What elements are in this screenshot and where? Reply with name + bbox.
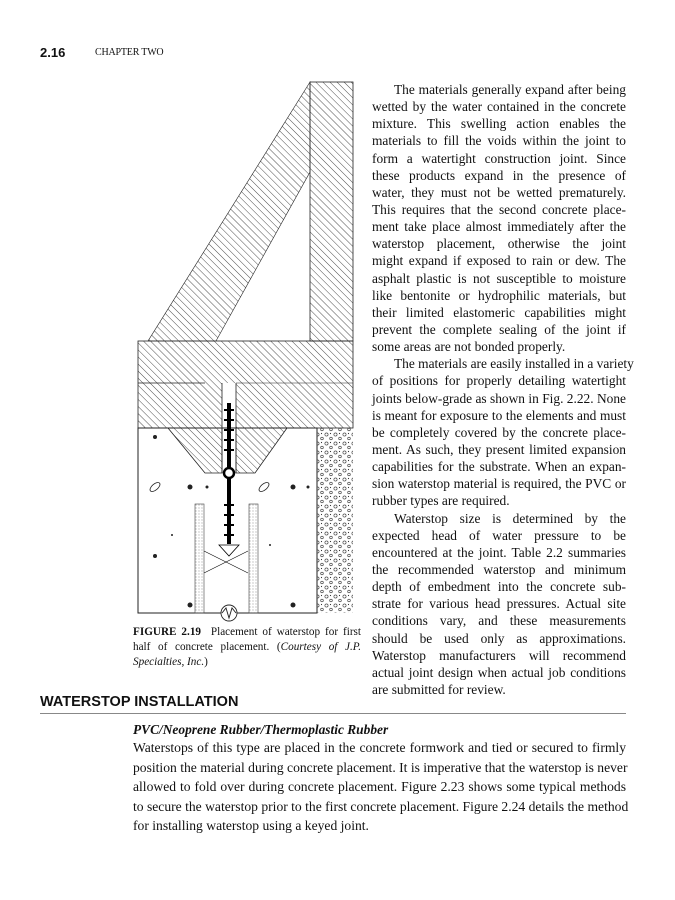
figure-caption [133, 625, 361, 670]
section-body [133, 738, 629, 836]
text-line: waterstop placement, otherwise the joint [372, 236, 626, 252]
page-number: 2.16 [40, 45, 66, 60]
text-line: mixture. This swelling action enables the [372, 116, 626, 132]
text-line: the recommended waterstop and minimum [372, 561, 626, 577]
caption-text: ) [204, 656, 208, 668]
text-line: expected head of water pressure to be [372, 527, 626, 543]
text-line: of positions for properly detailing watertight [372, 373, 626, 389]
text-line: encountered at the joint. Table 2.2 summaries [372, 544, 626, 560]
text-line: allowed to fold over during concrete placement. Figure 2.23 shows some typical methods [133, 779, 626, 795]
text-line: materials to fill the voids within the joint to [372, 133, 626, 149]
text-line: these products expand in the presence of [372, 167, 626, 183]
text-line: strate for various head pressures. Actual site [372, 596, 626, 612]
text-line: This requires that the second concrete place- [372, 201, 626, 217]
text-line: are submitted for review. [372, 681, 506, 697]
text-line: prevent the complete sealing of the joint if [372, 321, 626, 337]
text-line: might expand if exposed to rain or dew. The [372, 253, 626, 269]
caption-credit: Courtesy of J.P. [280, 641, 361, 653]
form-strip-left [195, 504, 204, 613]
text-line: is meant for exposure to the elements and must [372, 407, 626, 423]
text-line: capabilities for the substrate. When an expan- [372, 459, 626, 475]
text-line: to secure the waterstop prior to the first concrete placement. Figure 2.24 details the method [133, 798, 629, 814]
text-line: be completely covered by the concrete place- [372, 424, 626, 440]
text-line: Waterstop manufacturers will recommend [372, 647, 626, 663]
formwork-vertical-post [310, 82, 353, 341]
text-line: wetted by the water contained in the concrete [372, 99, 626, 115]
figure-waterstop-placement [130, 75, 360, 625]
text-line: The materials are easily installed in a variety [394, 356, 634, 372]
form-strip-right [249, 504, 258, 613]
text-line: ment take place almost immediately after the [372, 219, 626, 235]
text-line: Waterstops of this type are placed in the concrete formwork and tied or secured to firmly [133, 740, 626, 755]
caption-text: half of concrete placement. ( [133, 641, 281, 653]
figure-label: FIGURE 2.19 [133, 626, 202, 638]
text-line: ment. As such, they present limited expansion [372, 441, 626, 457]
text-line: rubber types are required. [372, 493, 510, 509]
formwork-slab [138, 341, 353, 428]
gravel-fill [317, 428, 353, 613]
caption-text: Placement of waterstop for first [210, 626, 362, 638]
text-line: for installing waterstop using a keyed joint. [133, 818, 369, 834]
formwork-diagonal-brace [148, 82, 310, 341]
text-line: Waterstop size is determined by the [394, 510, 626, 526]
text-line: like bentonite or hydrophilic materials, but [372, 287, 626, 303]
section-heading: WATERSTOP INSTALLATION [40, 694, 239, 710]
text-line: their limited elastomeric capabilities might [372, 304, 626, 320]
text-line: joints below-grade as shown in Fig. 2.22. None [372, 390, 626, 406]
text-line: depth of embedment into the concrete sub- [372, 579, 626, 595]
text-line: sion waterstop material is required, the PVC or [372, 476, 626, 492]
text-line: form a watertight construction joint. Since [372, 150, 626, 166]
text-line: water, they must not be wetted prematurely. [372, 184, 626, 200]
text-line: The materials generally expand after being [394, 82, 626, 97]
caption-credit: Specialties, Inc. [133, 656, 205, 668]
text-line: conditions vary, and these measurements [372, 613, 626, 629]
subsection-heading: PVC/Neoprene Rubber/Thermoplastic Rubber [133, 722, 389, 737]
text-line: asphalt plastic is not susceptible to moisture [372, 270, 626, 286]
text-line: position the material during concrete placement. It is imperative that the waterstop is never [133, 759, 628, 775]
running-header: CHAPTER TWO [95, 47, 164, 58]
section-rule [40, 713, 626, 714]
joint-symbol-icon [221, 605, 237, 621]
right-column-text [372, 81, 634, 698]
text-line: actual joint design when actual job conditions [372, 664, 626, 680]
text-line: should be used only as approximations. [372, 630, 626, 646]
text-line: some areas are not bonded properly. [372, 339, 566, 355]
